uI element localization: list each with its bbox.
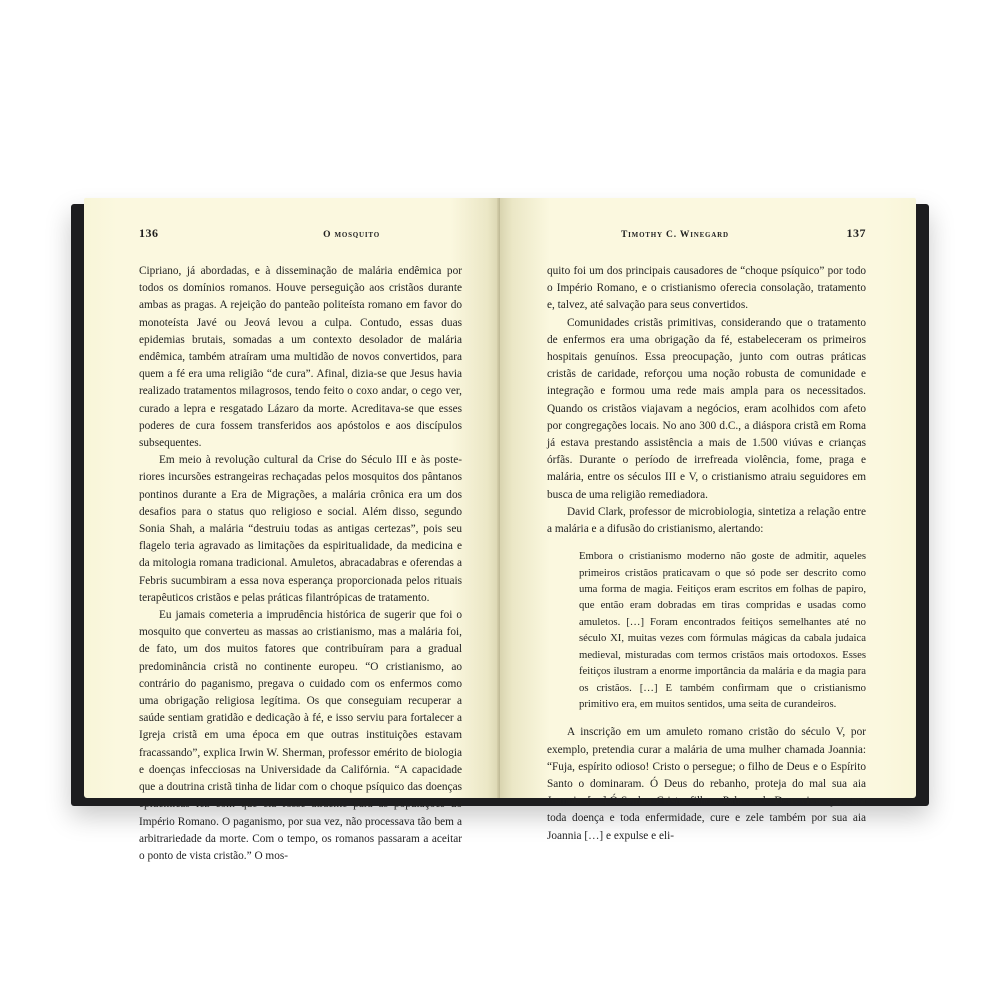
right-paragraph-4: A inscrição em um amuleto romano cristão do século V, por exemplo, pretendia curar a malária de uma mulher chamada Joannia: “Fuja, espírito odioso! Cristo o persegue; o filho de Deus e o Espírito Santo o dominaram. Ó Deus do rebanho, proteja do mal sua aia Joannia. […] Ó Senhor Cristo, filho e Palavra do Deus vivo, que cura toda doença e toda enfermidade, cure e zele também por sua aia Joannia […] e expulse e eli-	[547, 726, 866, 842]
left-page-number: 136	[139, 226, 159, 240]
right-running-head	[547, 226, 866, 246]
left-paragraph-1: Cipriano, já abordadas, e à disseminação de malária endêmica por todos os domínios romanos. Houve perseguição aos cristãos durante ambas as pragas. A rejeição do panteão politeísta romano em favor do monoteísta Javé ou Jeová levou a culpa. Contudo, essas duas epidemias brutais, somadas a um contexto desolador de malária endêmica, também atraíram uma multidão de novos convertidos, para quem a fé era uma religião “de cura”. Afinal, dizia-se que Jesus havia realizado tratamentos milagrosos, tendo feito o coxo andar, o cego ver, curado a lepra e resgatado Lázaro da morte. Acreditava-se que esses poderes de cura fossem transferidos aos apóstolos e aos discípulos subsequentes.	[139, 265, 462, 450]
right-running-title: Timothy C. Winegard	[621, 230, 729, 240]
left-running-head	[139, 226, 462, 246]
left-running-title: O mosquito	[323, 230, 380, 240]
block-quote	[579, 548, 866, 712]
right-page	[500, 198, 916, 842]
right-paragraph-2: Comunidades cristãs primitivas, considerando que o tratamento de enfermos era uma obrigação da fé, estabeleceram os primeiros hospitais genuínos. Essa preocupação, junto com outras práticas cristãs de caridade, reforçou uma noção robusta de comunidade e integração e formou uma rede mais ampla para os necessitados. Quando os cristãos viajavam a negócios, eram acolhidos com afeto por congregações locais. No ano 300 d.C., a diáspora cristã em Roma já estava prestando assistência a mais de 1.500 viúvas e crianças órfãs. Durante o período de irrefreada violência, fome, praga e malária, entre os séculos III e V, o cristianismo atraiu seguidores em busca de uma religião remediadora.	[547, 316, 866, 501]
block-quote-text: Embora o cristianismo moderno não goste de admitir, aqueles primeiros cristãos praticavam o que só pode ser descrito como uma forma de magia. Feitiços eram escritos em folhas de papiro, que então eram dobradas em tiras compridas e usadas como amuletos. […] Foram encontrados feitiços semelhantes até no século XI, muitas vezes com fórmulas mágicas da cabala judaica medieval, misturadas com termos cristãos mais ortodoxos. Esses feitiços ilustram a enorme importância da malária e da magia para os cristãos. […] E também confirmam que o cristianismo primitivo era, em muitos sentidos, uma seita de curandeiros.	[579, 550, 866, 710]
left-page	[84, 198, 500, 862]
left-paragraph-3: Eu jamais cometeria a imprudência histórica de sugerir que foi o mosquito que converteu as massas ao cristianismo, mas a malária foi, de fato, um dos muitos fatores que contribuíram para a gradual predominância cristã no continente europeu. “O cristianismo, ao contrário do paganismo, pregava o cuidado com os enfermos como uma obrigação religiosa legítima. Os que conseguiam recuperar a saúde sentiam gratidão e dedicação à fé, e isso serviu para fortalecer a Igreja cristã em uma época em que outras instituições estavam fracassando”, explica Irwin W. Sherman, professor emérito de biologia e doenças infecciosas na Universidade da Califórnia. “A capacidade que a doutrina cristã tinha de lidar com o choque psíquico das doenças epidêmicas fez com que ela fosse atraente para as populações do Império Romano. O paganismo, por sua vez, não processava tão bem a arbitrariedade da morte. Com o tempo, os romanos passaram a aceitar o ponto de vista cristão.” O mos-	[139, 609, 462, 862]
left-paragraph-2: Em meio à revolução cultural da Crise do Século III e às posteriores incursões estrangeiras rechaçadas pelos mosquitos dos pântanos pontinos durante a Era de Migrações, a malária crônica era um dos desafios para o status quo religioso e social. Além disso, segundo Sonia Shah, a malária “destruiu todas as antigas certezas”, pois seu flagelo teria agravado as limitações da espiritualidade, da medicina e da mitologia romana tradicional. Amuletos, abracadabras e oferendas a Febris sucumbiram a essa nova esperança proporcionada pelos rituais terapêuticos cristãos e pelas práticas filantrópicas de tratamento.	[139, 454, 462, 604]
right-paragraph-3: David Clark, professor de microbiologia, sintetiza a relação entre a malária e a difusão do cristianismo, alertando:	[547, 505, 866, 536]
right-paragraph-1: quito foi um dos principais causadores de “choque psíquico” por todo o Império Romano, e o cristianismo oferecia consolação, tratamento e, talvez, até salvação para seus convertidos.	[547, 265, 866, 312]
right-page-number: 137	[846, 226, 866, 240]
